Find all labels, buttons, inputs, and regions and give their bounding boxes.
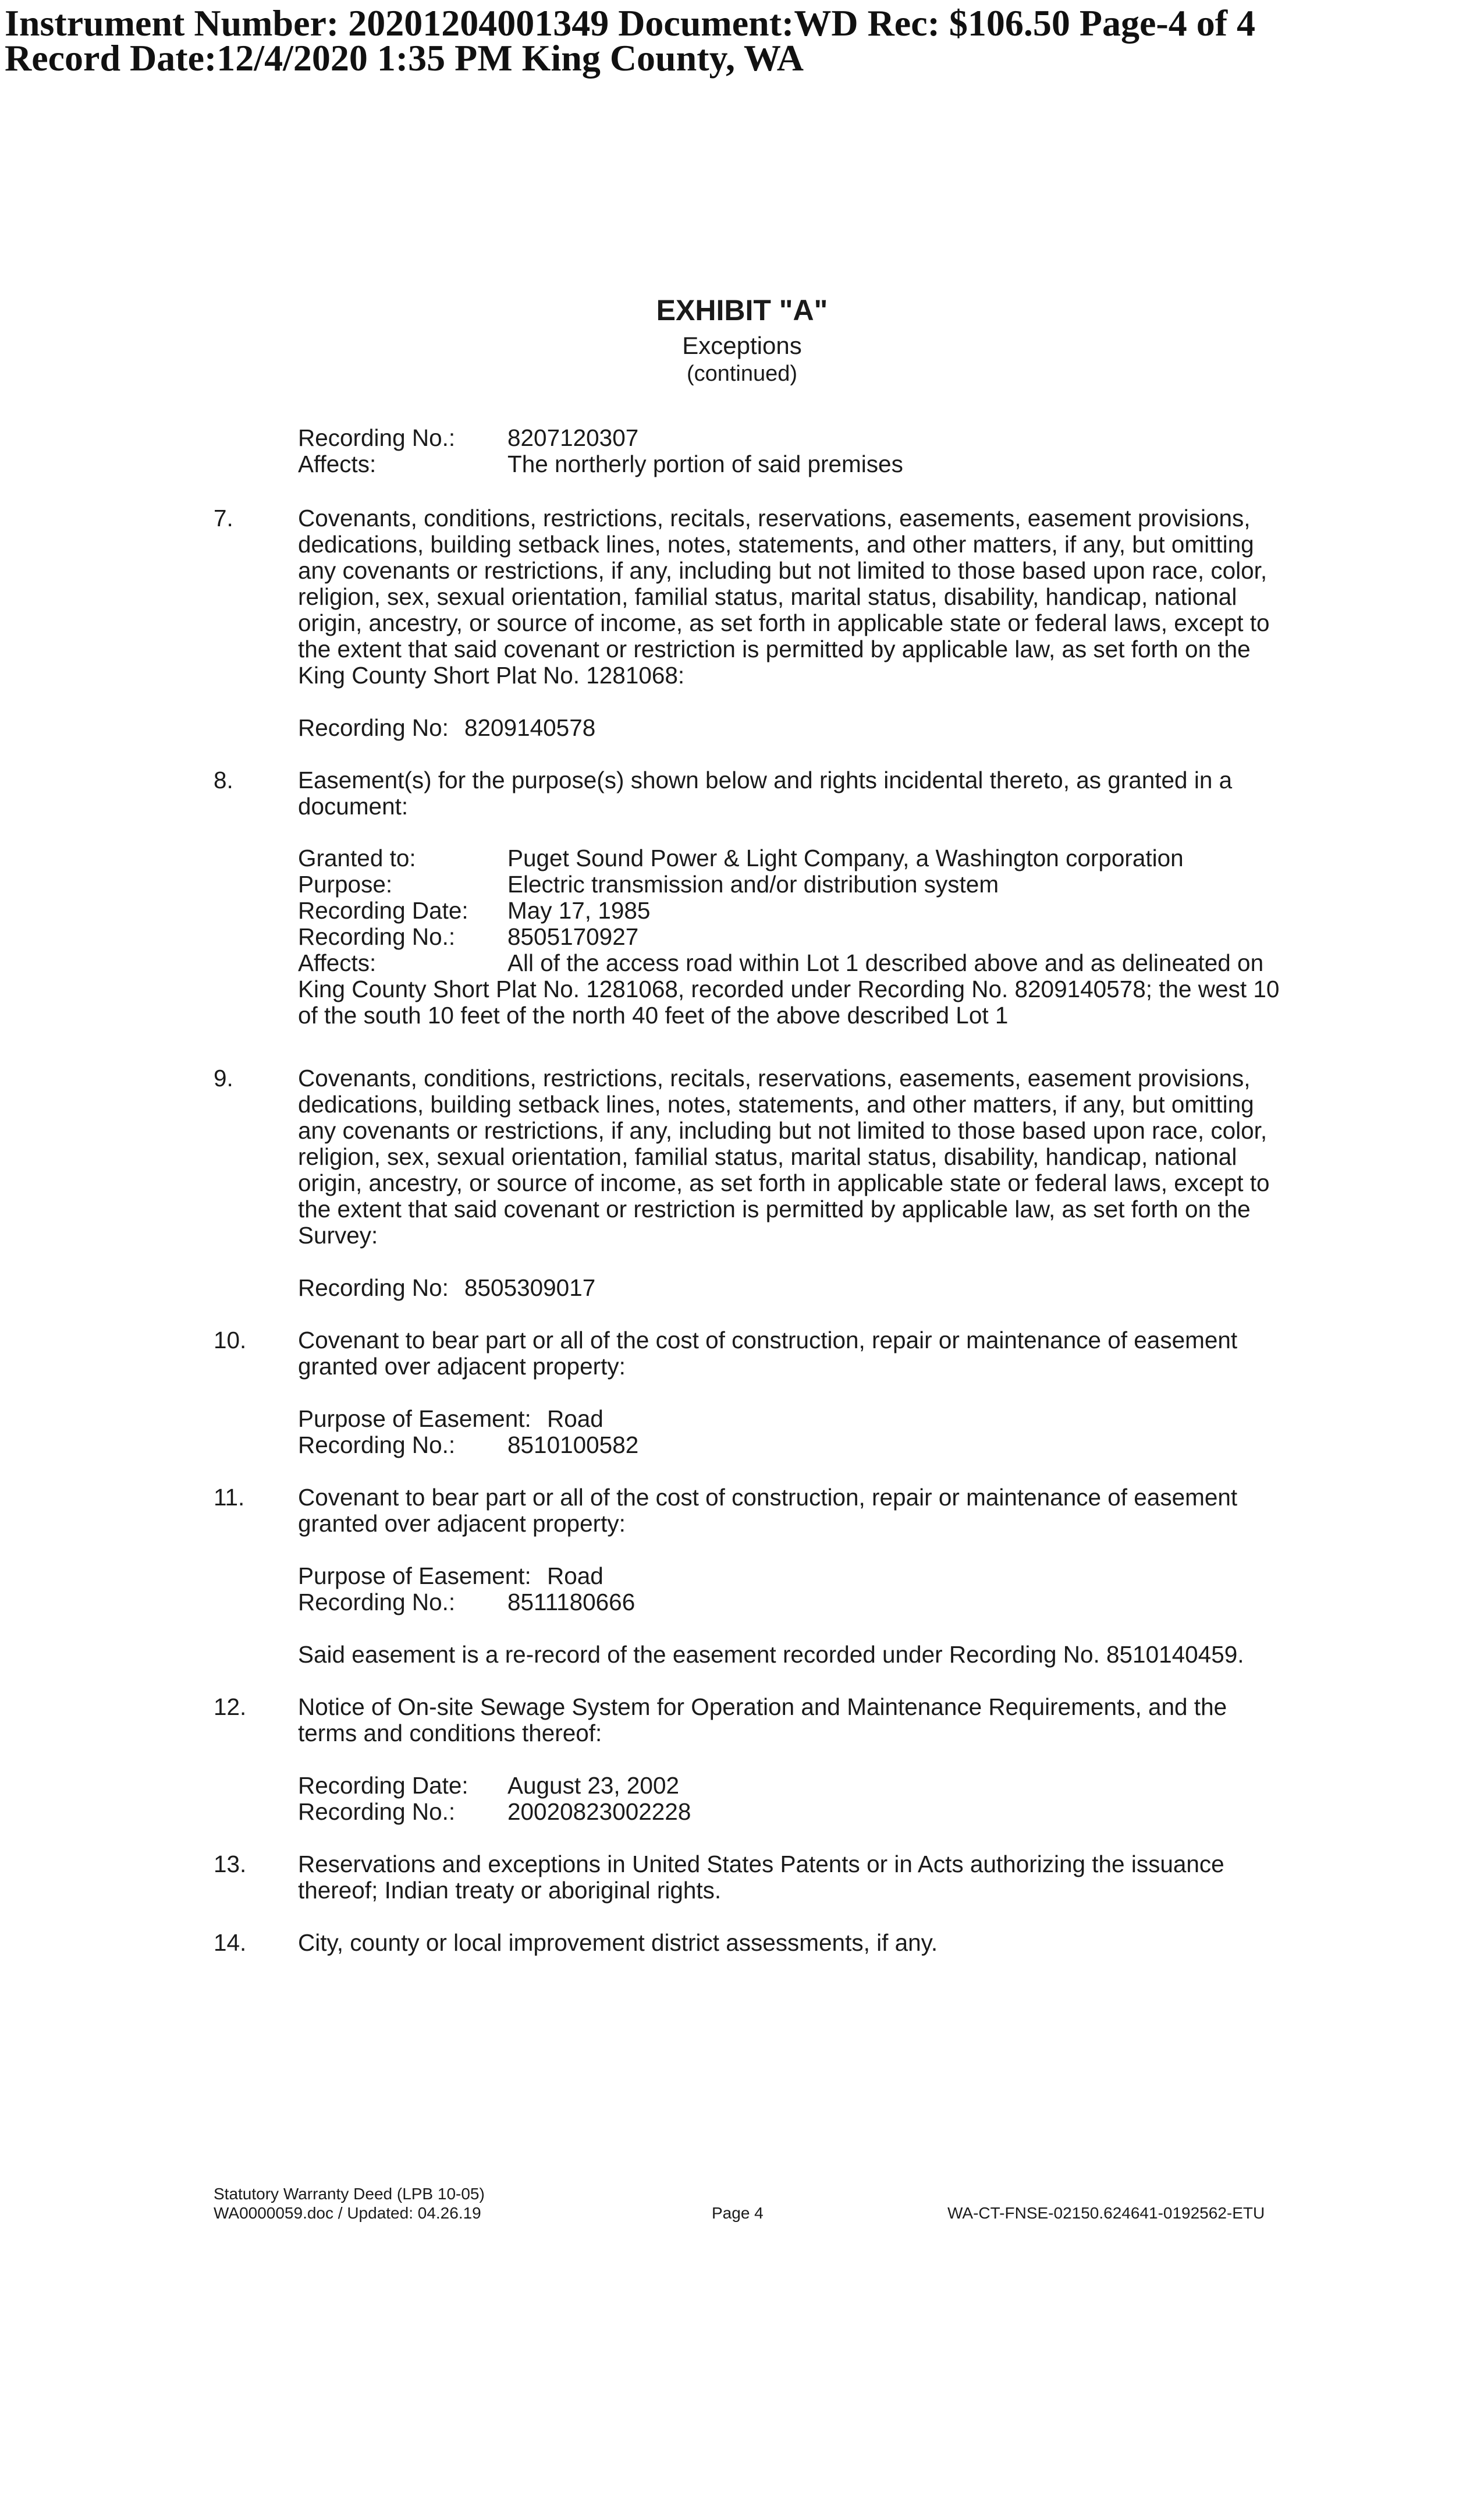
item-number: 8. bbox=[214, 767, 233, 793]
footer-page-number: Page 4 bbox=[712, 2204, 764, 2222]
item-number: 9. bbox=[214, 1065, 233, 1092]
item-text bbox=[298, 505, 1287, 689]
text-line: Covenants, conditions, restrictions, recitals, reservations, easements, easement provisions, bbox=[298, 505, 1251, 531]
field-value: 20020823002228 bbox=[507, 1798, 691, 1825]
field-label: Recording No.: bbox=[298, 1589, 456, 1615]
item-text bbox=[298, 1484, 1287, 1537]
item-text bbox=[298, 1327, 1287, 1380]
exhibit-subtitle: Exceptions bbox=[682, 332, 802, 359]
item-text bbox=[298, 1851, 1287, 1904]
field-value: 8207120307 bbox=[507, 424, 639, 451]
field-label: Recording No.: bbox=[298, 1431, 456, 1458]
text-line: Survey: bbox=[298, 1222, 378, 1249]
item-text bbox=[298, 767, 1287, 820]
field-value: All of the access road within Lot 1 described above and as delineated on bbox=[507, 949, 1264, 976]
re-record-note: Said easement is a re-record of the easement recorded under Recording No. 8510140459. bbox=[298, 1641, 1244, 1668]
field-label: Purpose of Easement: bbox=[298, 1405, 531, 1432]
text-line: the extent that said covenant or restriction is permitted by applicable law, as set forth on the bbox=[298, 636, 1251, 662]
text-line: religion, sex, sexual orientation, familial status, marital status, disability, handicap, national bbox=[298, 1143, 1237, 1170]
exhibit-title: EXHIBIT "A" bbox=[656, 294, 828, 327]
text-line: dedications, building setback lines, notes, statements, and other matters, if any, but omitting bbox=[298, 1091, 1254, 1118]
text-line: granted over adjacent property: bbox=[298, 1510, 626, 1537]
text-line: document: bbox=[298, 793, 409, 820]
field-label: Recording Date: bbox=[298, 897, 468, 924]
text-line: terms and conditions thereof: bbox=[298, 1720, 602, 1746]
item-text bbox=[298, 1694, 1287, 1746]
field-value: 8505170927 bbox=[507, 923, 639, 950]
text-line: Easement(s) for the purpose(s) shown below and rights incidental thereto, as granted in a bbox=[298, 767, 1233, 793]
recording-label: Recording No: bbox=[298, 714, 449, 741]
text-line: any covenants or restrictions, if any, including but not limited to those based upon race, color, bbox=[298, 1117, 1268, 1144]
field-label: Recording No.: bbox=[298, 1798, 456, 1825]
item-text bbox=[298, 1930, 1287, 1956]
field-value: 8510100582 bbox=[507, 1431, 639, 1458]
text-line: granted over adjacent property: bbox=[298, 1353, 626, 1380]
recording-value: 8209140578 bbox=[464, 714, 596, 741]
record-date-header: Record Date:12/4/2020 1:35 PM King County, WA bbox=[5, 37, 804, 79]
text-line: King County Short Plat No. 1281068, recorded under Recording No. 8209140578; the west 10 bbox=[298, 976, 1280, 1002]
text-line: any covenants or restrictions, if any, including but not limited to those based upon race, color, bbox=[298, 557, 1268, 584]
text-line: the extent that said covenant or restriction is permitted by applicable law, as set forth on the bbox=[298, 1196, 1251, 1222]
field-value: The northerly portion of said premises bbox=[507, 451, 903, 477]
footer-form-name: Statutory Warranty Deed (LPB 10-05) bbox=[214, 2185, 485, 2203]
field-label: Affects: bbox=[298, 451, 377, 477]
instrument-header: Instrument Number: 20201204001349 Document:WD Rec: $106.50 Page-4 of 4 bbox=[5, 2, 1256, 44]
item-number: 7. bbox=[214, 505, 233, 531]
item-number: 10. bbox=[214, 1327, 247, 1353]
footer-file-info: WA0000059.doc / Updated: 04.26.19 bbox=[214, 2204, 481, 2222]
field-value: Puget Sound Power & Light Company, a Washington corporation bbox=[507, 845, 1184, 871]
field-value: Electric transmission and/or distribution system bbox=[507, 871, 999, 898]
field-label: Affects: bbox=[298, 949, 377, 976]
field-value: Road bbox=[547, 1405, 603, 1432]
field-label: Purpose: bbox=[298, 871, 393, 898]
exhibit-continued: (continued) bbox=[686, 362, 798, 386]
text-line: Covenants, conditions, restrictions, recitals, reservations, easements, easement provisions, bbox=[298, 1065, 1251, 1092]
item-number: 14. bbox=[214, 1929, 247, 1956]
field-value: 8511180666 bbox=[507, 1589, 636, 1615]
text-line: Notice of On-site Sewage System for Operation and Maintenance Requirements, and the bbox=[298, 1693, 1227, 1720]
field-value: Road bbox=[547, 1562, 603, 1589]
field-value: May 17, 1985 bbox=[507, 897, 651, 924]
text-line: Covenant to bear part or all of the cost of construction, repair or maintenance of easement bbox=[298, 1484, 1238, 1511]
text-line: origin, ancestry, or source of income, as set forth in applicable state or federal laws, except to bbox=[298, 1170, 1270, 1196]
field-label: Purpose of Easement: bbox=[298, 1562, 531, 1589]
text-line: thereof; Indian treaty or aboriginal rights. bbox=[298, 1877, 722, 1904]
field-label: Granted to: bbox=[298, 845, 416, 871]
affects-continuation bbox=[298, 976, 1287, 1029]
text-line: King County Short Plat No. 1281068: bbox=[298, 662, 685, 689]
text-line: Covenant to bear part or all of the cost of construction, repair or maintenance of easement bbox=[298, 1327, 1238, 1353]
recording-value: 8505309017 bbox=[464, 1274, 596, 1301]
field-label: Recording Date: bbox=[298, 1772, 468, 1799]
field-label: Recording No.: bbox=[298, 923, 456, 950]
field-label: Recording No.: bbox=[298, 424, 456, 451]
field-value: August 23, 2002 bbox=[507, 1772, 679, 1799]
text-line: dedications, building setback lines, notes, statements, and other matters, if any, but omitting bbox=[298, 531, 1254, 558]
footer-order-number: WA-CT-FNSE-02150.624641-0192562-ETU bbox=[947, 2204, 1265, 2222]
item-number: 13. bbox=[214, 1851, 247, 1877]
text-line: religion, sex, sexual orientation, familial status, marital status, disability, handicap, national bbox=[298, 583, 1237, 610]
text-line: origin, ancestry, or source of income, as set forth in applicable state or federal laws, except to bbox=[298, 609, 1270, 636]
text-line: of the south 10 feet of the north 40 feet of the above described Lot 1 bbox=[298, 1002, 1009, 1029]
recording-label: Recording No: bbox=[298, 1274, 449, 1301]
text-line: City, county or local improvement district assessments, if any. bbox=[298, 1929, 938, 1956]
item-number: 12. bbox=[214, 1693, 247, 1720]
item-text bbox=[298, 1065, 1287, 1249]
text-line: Reservations and exceptions in United States Patents or in Acts authorizing the issuance bbox=[298, 1851, 1224, 1877]
item-number: 11. bbox=[214, 1484, 245, 1511]
